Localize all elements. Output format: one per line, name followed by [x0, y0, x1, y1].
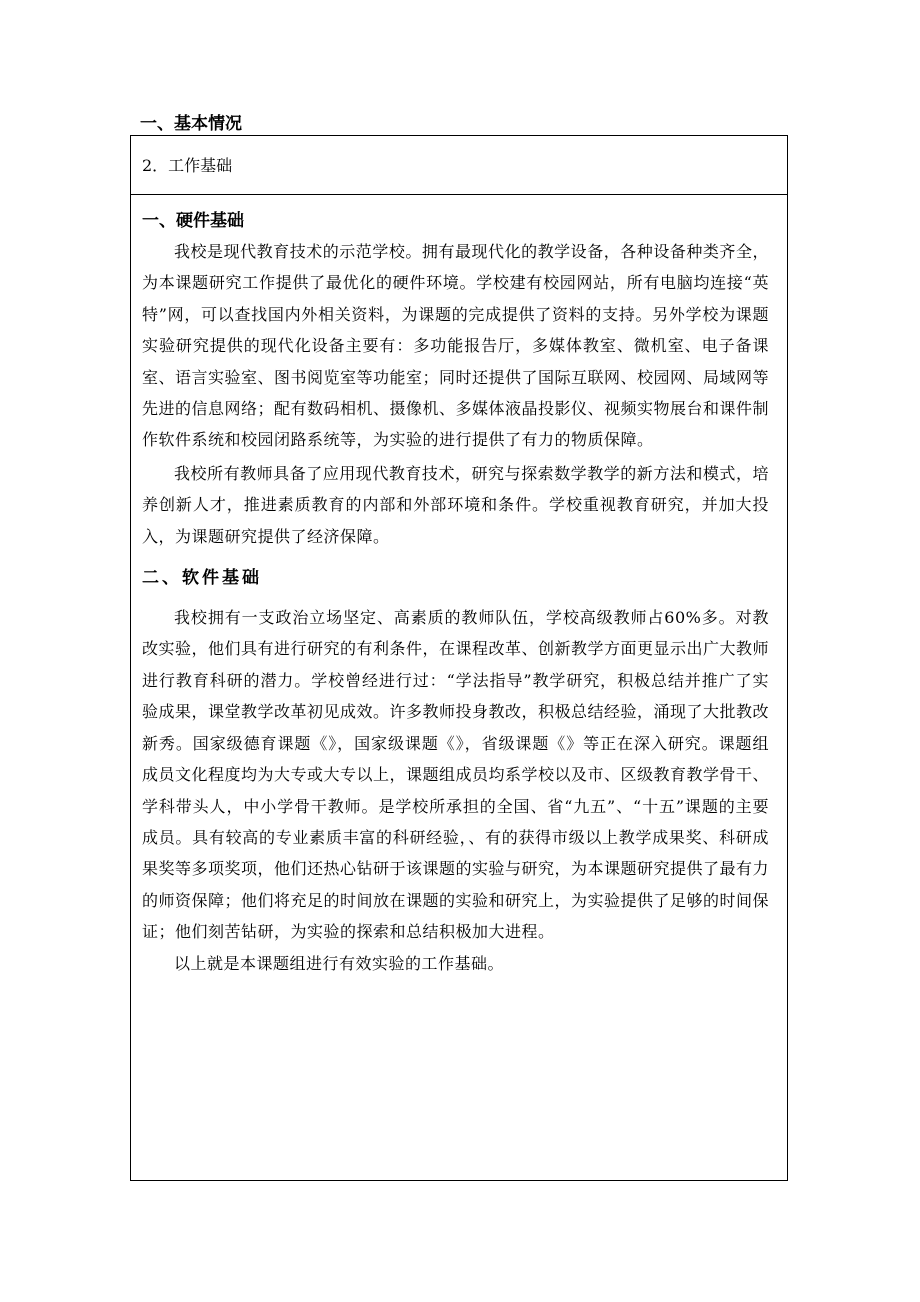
software-paragraph-2: 以上就是本课题组进行有效实验的工作基础。 [174, 953, 505, 973]
table-content [131, 195, 787, 979]
section-title: 一、基本情况 [140, 114, 242, 134]
hardware-heading: 一、硬件基础 [142, 211, 244, 231]
software-paragraph-1: 我校拥有一支政治立场坚定、高素质的教师队伍，学校高级教师占60%多。对教改实验，他们具有进行研究的有利条件，在课程改革、创新教学方面更显示出广大教师进行教育科研的潜力。学校曾经进行过：“学法指导”教学研究，积极总结并推广了实验成果，课堂教学改革初见成效。许多教师投身教改，积极总结经验，涌现了大批教改新秀。国家级德育课题《》，国家级课题《》，省级课题《》等正在深入研究。课题组成员文化程度均为大专或大专以上，课题组成员均系学校以及市、区级教育教学骨干、学科带头人，中小学骨干教师。是学校所承担的全国、省“九五”、“十五”课题的主要成员。具有较高的专业素质丰富的科研经验，、有的获得市级以上教学成果奖、科研成果奖等多项奖项，他们还热心钻研于该课题的实验与研究，为本课题研究提供了最有力的师资保障；他们将充足的时间放在课题的实验和研究上，为实验提供了足够的时间保证；他们刻苦钻研，为实验的探索和总结积极加大进程。 [142, 608, 770, 942]
software-heading: 二、软件基础 [142, 568, 262, 589]
table-row-title: 2．工作基础 [131, 136, 787, 195]
hardware-paragraph-2: 我校所有教师具备了应用现代教育技术，研究与探索数学教学的新方法和模式，培养创新人才，推进素质教育的内部和外部环境和条件。学校重视教育研究，并加大投入，为课题研究提供了经济保障。 [142, 463, 769, 546]
work-foundation-table [130, 135, 788, 1181]
hardware-paragraph-1: 我校是现代教育技术的示范学校。拥有最现代化的教学设备，各种设备种类齐全，为本课题研究工作提供了最优化的硬件环境。学校建有校园网站，所有电脑均连接“英特”网，可以查找国内外相关资料，为课题的完成提供了资料的支持。另外学校为课题实验研究提供的现代化设备主要有：多功能报告厅，多媒体教室、微机室、电子备课室、语言实验室、图书阅览室等功能室；同时还提供了国际互联网、校园网、局域网等先进的信息网络；配有数码相机、摄像机、多媒体液晶投影仪、视频实物展台和课件制作软件系统和校园闭路系统等，为实验的进行提供了有力的物质保障。 [142, 242, 770, 450]
